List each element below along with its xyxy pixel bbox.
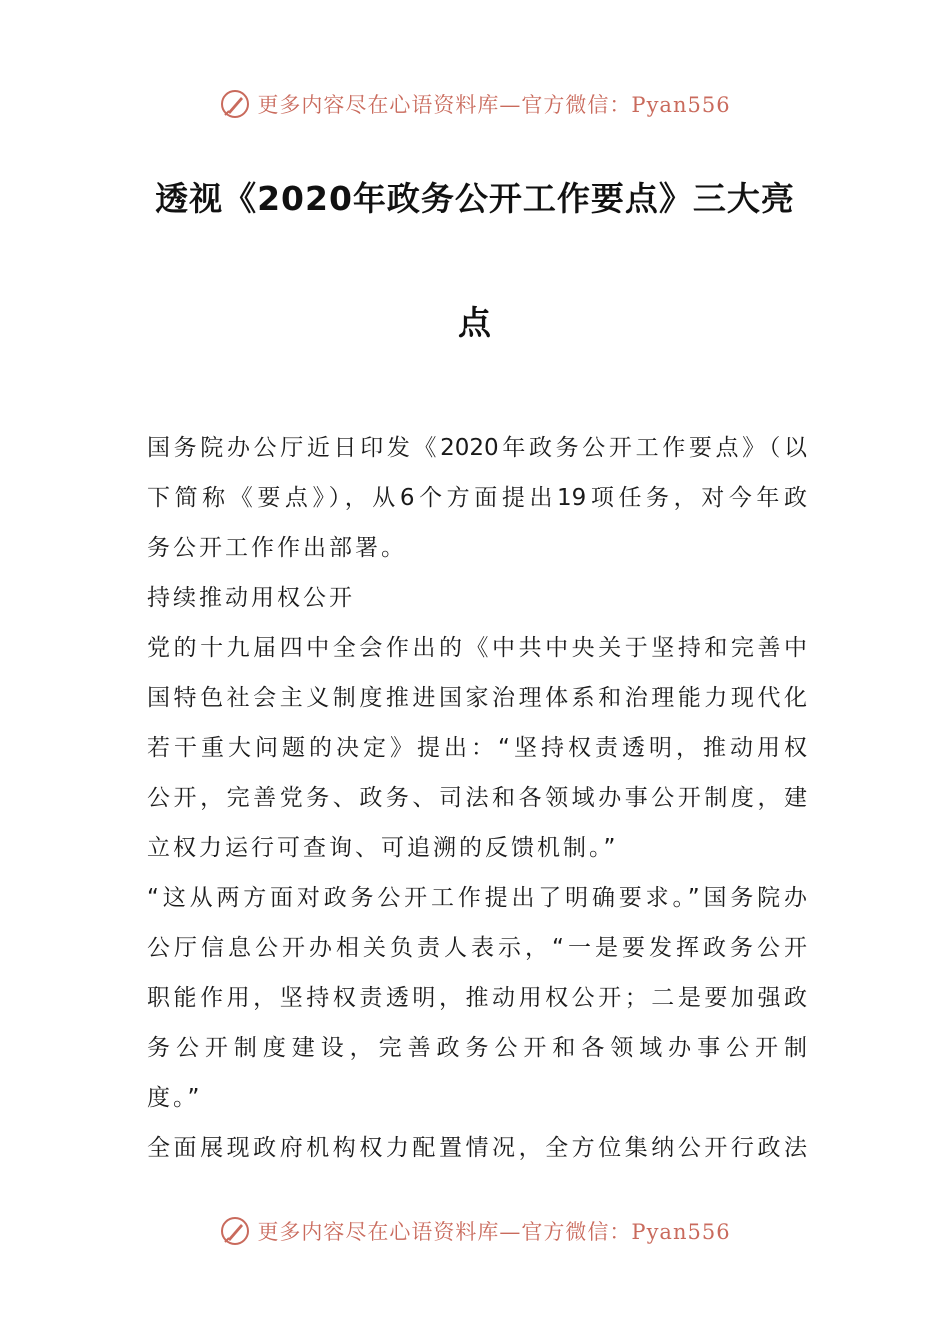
body-line: 国务院办公厅近日印发《2020年政务公开工作要点》（以 — [147, 435, 807, 461]
body-line: 务公开制度建设，完善政务公开和各领域办事公开制 — [147, 1035, 807, 1061]
quill-logo-icon — [219, 1215, 251, 1247]
body-line: 立权力运行可查询、可追溯的反馈机制。” — [147, 835, 619, 861]
section-heading: 持续推动用权公开 — [147, 585, 355, 611]
article-body — [147, 423, 807, 1173]
body-line: 职能作用，坚持权责透明，推动用权公开；二是要加强政 — [147, 985, 807, 1011]
page-title-line-1: 透视《2020年政务公开工作要点》三大亮 — [155, 179, 795, 218]
body-line: 公厅信息公开办相关负责人表示，“一是要发挥政务公开 — [147, 935, 807, 961]
footer-banner-text: 更多内容尽在心语资料库—官方微信：Pyan556 — [257, 1220, 731, 1244]
body-line: 若干重大问题的决定》提出：“坚持权责透明，推动用权 — [147, 735, 807, 761]
page-title-line-2: 点 — [458, 303, 492, 342]
body-line: 党的十九届四中全会作出的《中共中央关于坚持和完善中 — [147, 635, 807, 661]
body-line: 度。” — [147, 1085, 203, 1111]
footer-banner — [0, 1207, 950, 1255]
header-banner-text: 更多内容尽在心语资料库—官方微信：Pyan556 — [257, 93, 731, 117]
body-line: 全面展现政府机构权力配置情况，全方位集纳公开行政法 — [147, 1135, 807, 1161]
quill-logo-icon — [219, 88, 251, 120]
body-line: 国特色社会主义制度推进国家治理体系和治理能力现代化 — [147, 685, 807, 711]
header-banner — [0, 80, 950, 128]
body-line: 务公开工作作出部署。 — [147, 535, 407, 561]
body-line: 公开，完善党务、政务、司法和各领域办事公开制度，建 — [147, 785, 807, 811]
body-line: 下简称《要点》），从6个方面提出19项任务，对今年政 — [147, 485, 807, 511]
body-line: “这从两方面对政务公开工作提出了明确要求。”国务院办 — [147, 885, 807, 911]
